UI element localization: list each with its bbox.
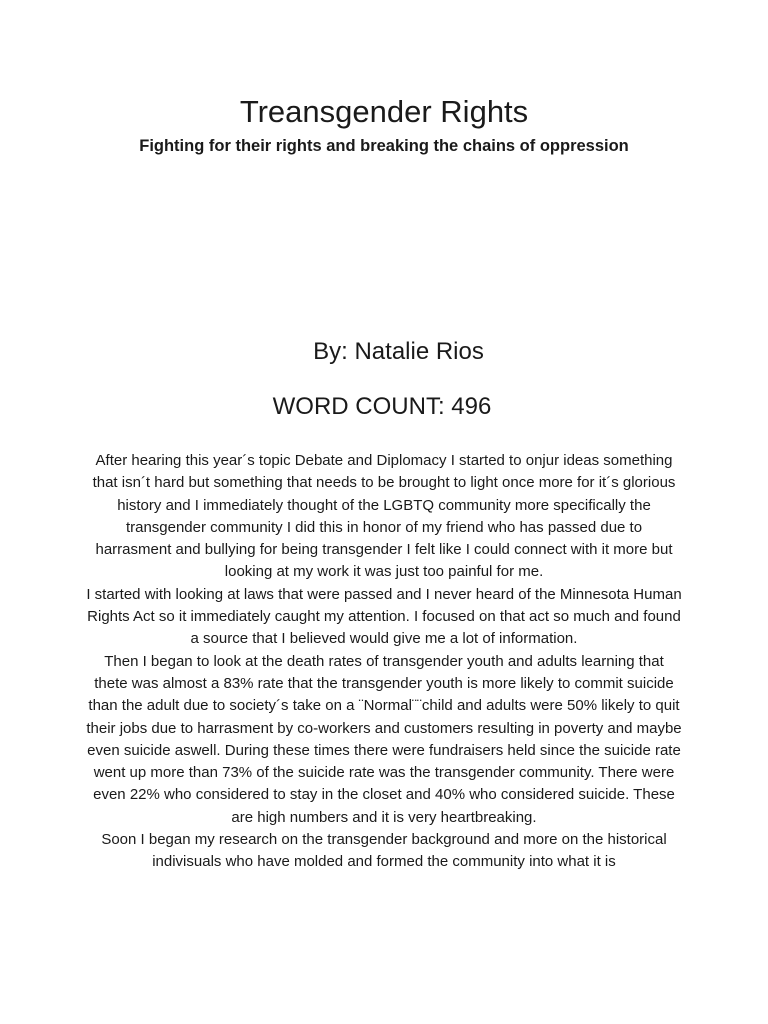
word-count: WORD COUNT: 496 bbox=[272, 393, 492, 420]
body-text bbox=[86, 450, 682, 874]
paragraph: Then I began to look at the death rates of transgender youth and adults learning that thete was almost a 83% rate that the transgender youth is more likely to commit suicide than the adult due to society´s take on a ¨Normal¨¨child and adults were 50% likely to quit their jobs due to harrasment by co-workers and customers resulting in poverty and maybe even suicide aswell. During these times there were fundraisers held since the suicide rate went up more than 73% of the suicide rate was the transgender community. There were even 22% who considered to stay in the closet and 40% who considered suicide. These are high numbers and it is very heartbreaking. bbox=[86, 652, 682, 826]
document-title: Treansgender Rights bbox=[239, 94, 529, 129]
paragraph: Soon I began my research on the transgender background and more on the historical indivisuals who have molded and formed the community into what it is bbox=[101, 831, 667, 871]
document-subtitle: Fighting for their rights and breaking the chains of oppression bbox=[139, 137, 629, 155]
paragraph: I started with looking at laws that were passed and I never heard of the Minnesota Human Rights Act so it immediately caught my attention. I focused on that act so much and found a source that I believed would give me a lot of information. bbox=[86, 585, 682, 648]
author-line: By: Natalie Rios bbox=[313, 338, 484, 365]
paragraph: After hearing this year´s topic Debate and Diplomacy I started to onjur ideas something that isn´t hard but something that needs to be brought to light once more for it´s glorious history and I immediately thought of the LGBTQ community more specifically the transgender community I did this in honor of my friend who has passed due to harrasment and bullying for being transgender I felt like I could connect with it more but looking at my work it was just too painful for me. bbox=[92, 452, 676, 581]
